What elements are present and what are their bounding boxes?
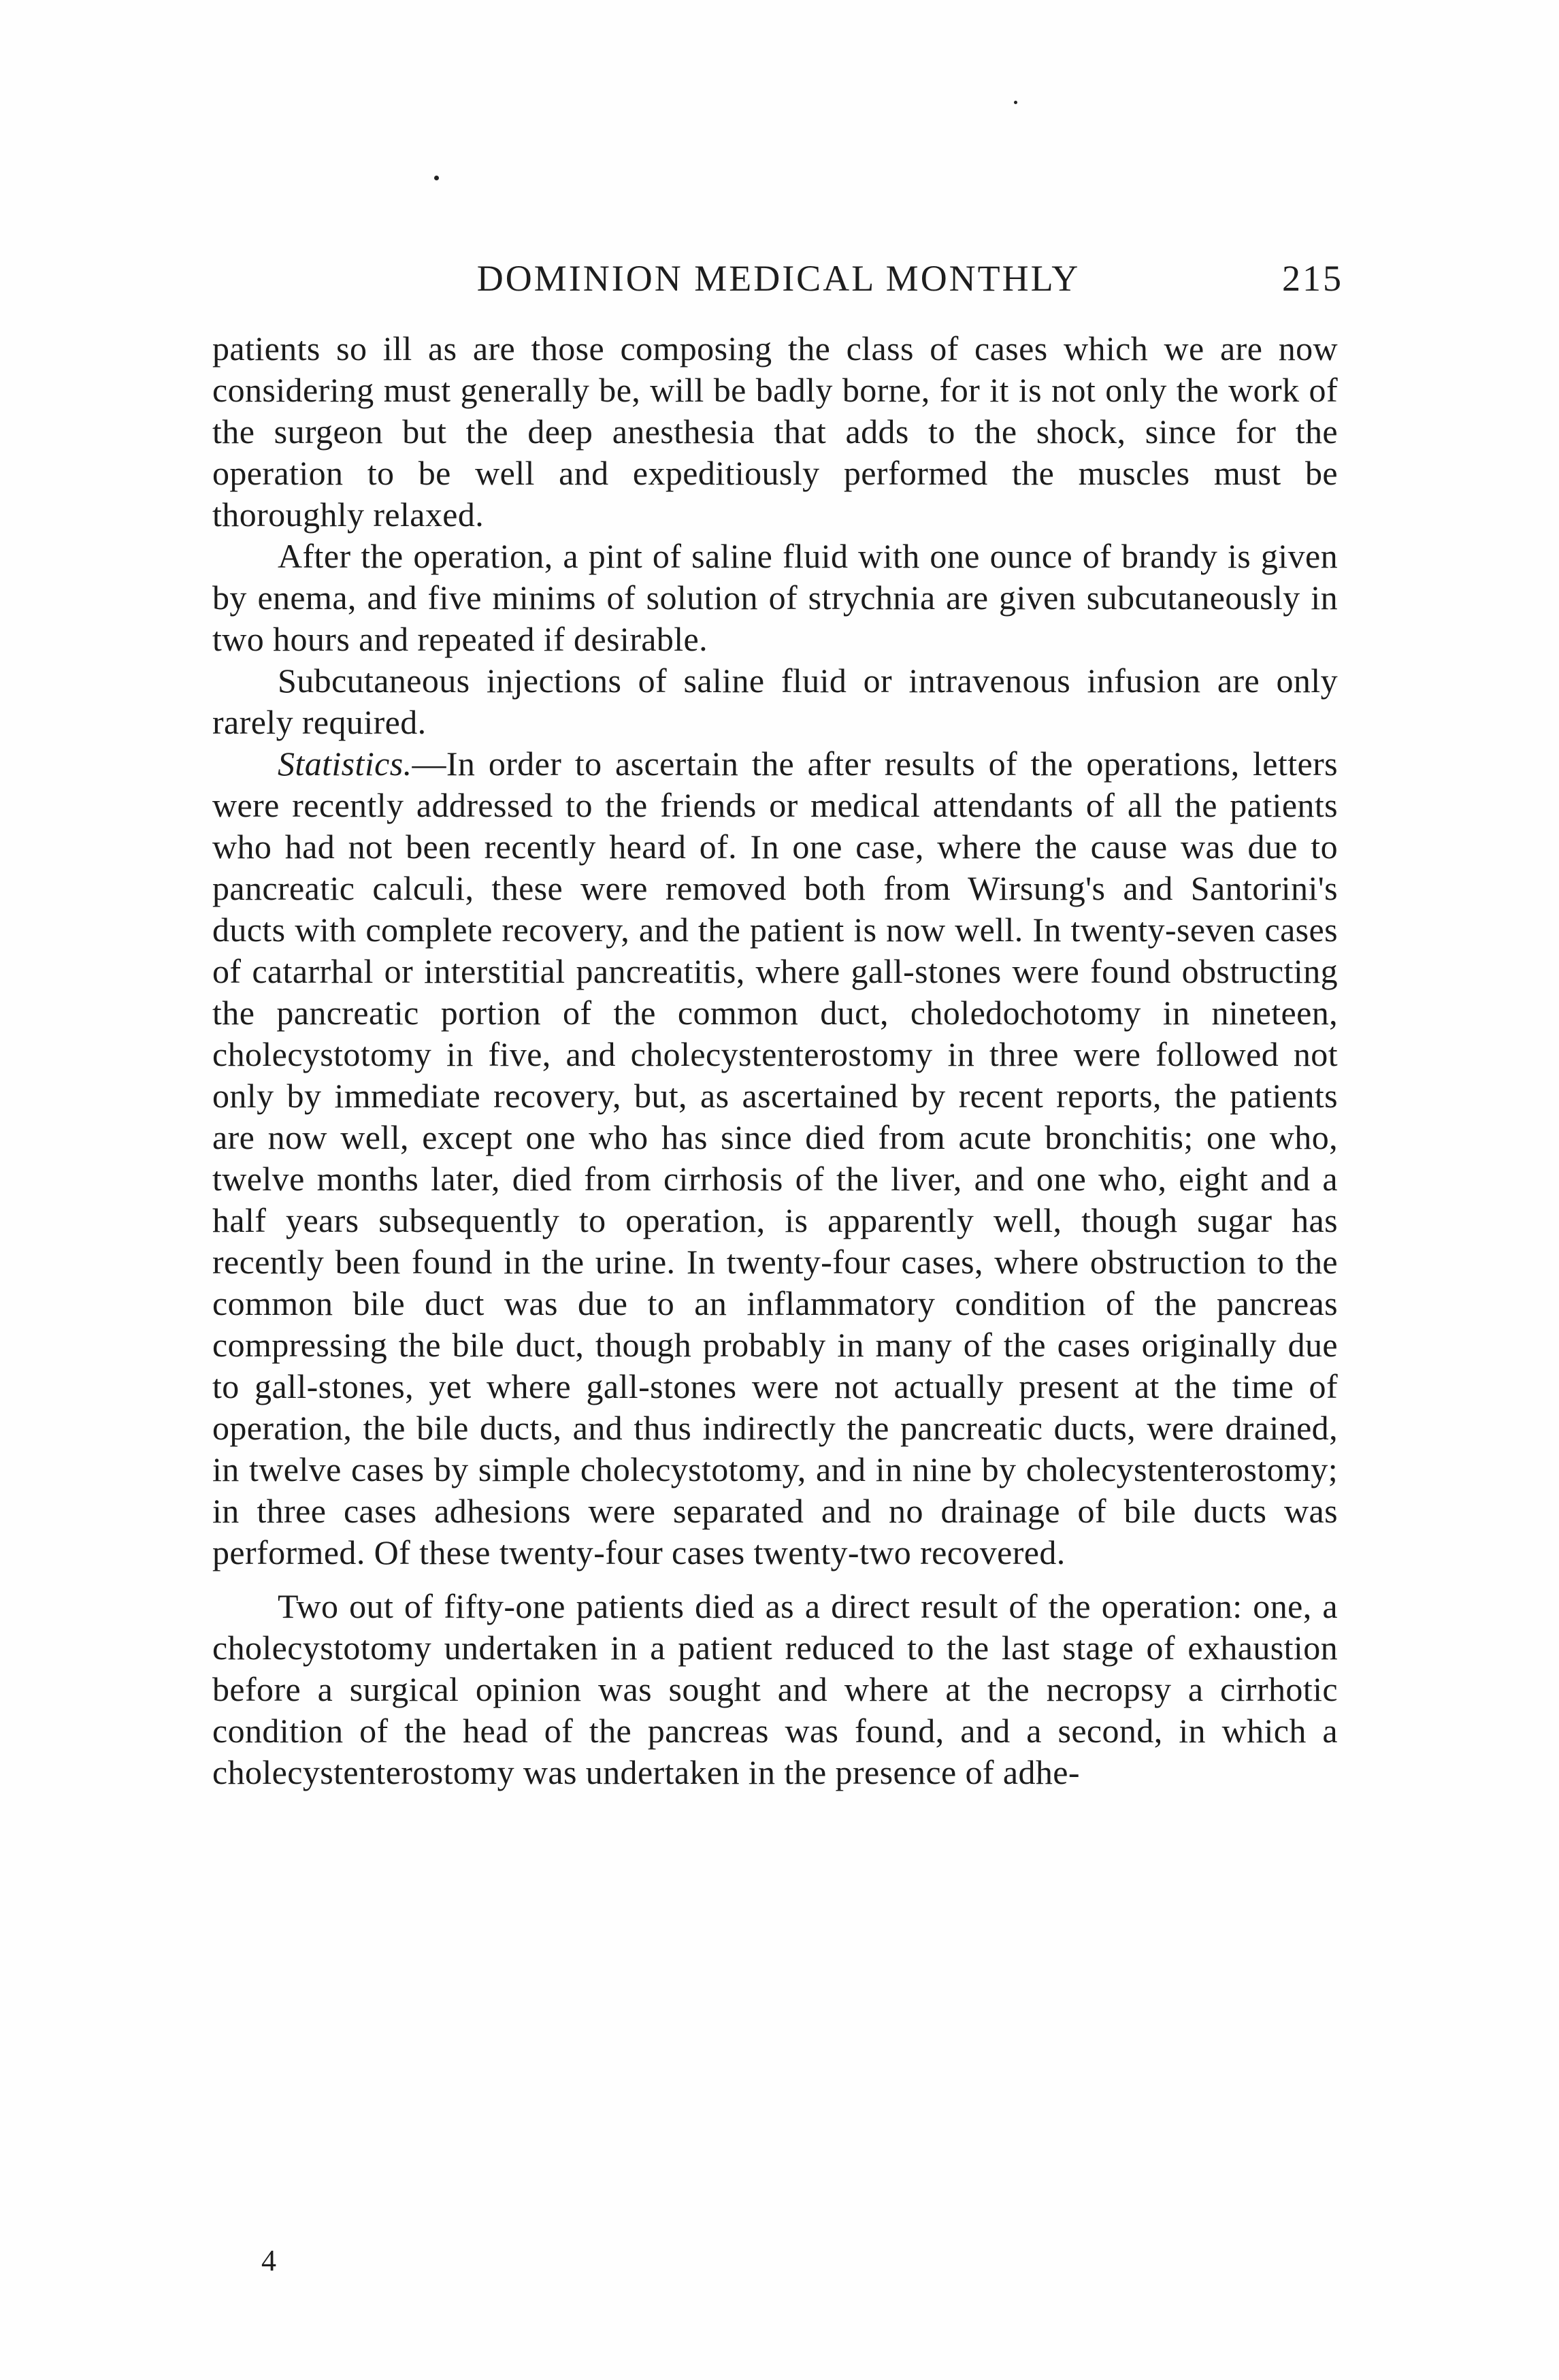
paragraph-after-operation: After the operation, a pint of saline fluid with one ounce of brandy is given by enema, and five minims of solution of strychnia are given subcutaneously in two hours and repeated if desirable. xyxy=(212,537,1338,658)
paragraph-mortality: Two out of fifty-one patients died as a direct result of the operation: one, a cholecystotomy undertaken in a patient reduced to the last stage of exhaustion before a surgical opinion was sought and where at the necropsy a cirrhotic condition of the head of the pancreas was found, and a second, in which a cholecystenterostomy was undertaken in the presence of adhe- xyxy=(212,1587,1338,1791)
page-number: 215 xyxy=(1282,258,1343,299)
body-text xyxy=(212,328,1338,1793)
ink-speck xyxy=(434,176,439,180)
paragraph-statistics xyxy=(212,743,1338,1574)
running-title: DOMINION MEDICAL MONTHLY xyxy=(476,258,1081,299)
running-header xyxy=(214,257,1343,312)
signature-mark: 4 xyxy=(261,2244,276,2277)
ink-speck xyxy=(1014,101,1017,104)
paragraph-continuation: patients so ill as are those composing the class of cases which we are now considering must generally be, will be badly borne, for it is not only the work of the surgeon but the deep anesthesia that adds to the shock, since for the operation to be well and expeditiously performed the muscles must be thoroughly relaxed. xyxy=(212,329,1338,534)
run-in-heading: Statistics. xyxy=(278,745,412,783)
paragraph-statistics-text: —In order to ascertain the after results of the operations, letters were recently addressed to the friends or medical attendants of all the patients who had not been recently heard of. In one case, where the cause was due to pancreatic calculi, these were removed both from Wirsung's and Santorini's ducts with complete recovery, and the patient is now well. In twenty-seven cases of catarrhal or interstitial pancreatitis, where gall-stones were found obstructing the pancreatic portion of the common duct, choledochotomy in nineteen, cholecystotomy in five, and cholecystenterostomy in three were followed not only by immediate recovery, but, as ascertained by recent reports, the patients are now well, except one who has since died from acute bronchitis; one who, twelve months later, died from cirrhosis of the liver, and one who, eight and a half years subsequently to operation, is apparently well, though sugar has recently been found in the urine. In twenty-four cases, where obstruction to the common bile duct was due to an inflammatory condition of the pancreas compressing the bile duct, though probably in many of the cases originally due to gall-stones, yet where gall-stones were not actually present at the time of operation, the bile ducts, and thus indirectly the pancreatic ducts, were drained, in twelve cases by simple cholecystotomy, and in nine by cholecystenterostomy; in three cases adhesions were separated and no drainage of bile ducts was performed. Of these twenty-four cases twenty-two recovered. xyxy=(212,745,1338,1571)
paragraph-subcutaneous: Subcutaneous injections of saline fluid or intravenous infusion are only rarely required. xyxy=(212,662,1338,741)
